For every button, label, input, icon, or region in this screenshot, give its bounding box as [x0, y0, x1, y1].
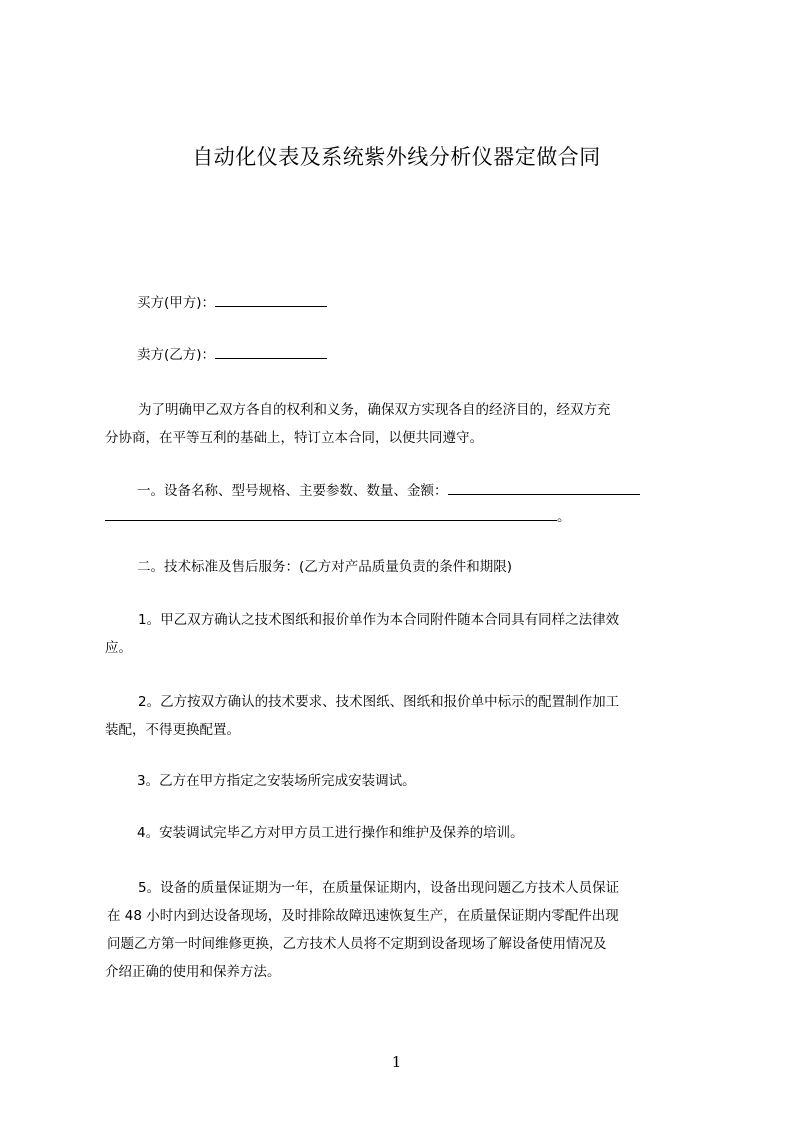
section1-line [137, 480, 640, 501]
page-number: 1 [391, 1053, 402, 1071]
section2-heading: 二。技术标准及售后服务：(乙方对产品质量负责的条件和期限) [137, 559, 513, 575]
item5-line-4: 介绍正确的使用和保养方法。 [105, 964, 281, 980]
item3-line: 3。乙方在甲方指定之安装场所完成安装调试。 [137, 773, 416, 789]
section1-line-2 [105, 506, 571, 527]
intro-line-2: 分协商，在平等互利的基础上，特订立本合同，以便共同遵守。 [105, 430, 483, 446]
buyer-label: 买方(甲方)： [137, 295, 216, 311]
item1-paragraph [105, 606, 709, 662]
item5-line-2: 在 48 小时内到达设备现场，及时排除故障迅速恢复生产，在质量保证期内零配件出现 [107, 908, 619, 924]
item4-line: 4。安装调试完毕乙方对甲方员工进行操作和维护及保养的培训。 [137, 825, 524, 841]
document-title: 自动化仪表及系统紫外线分析仪器定做合同 [192, 145, 601, 169]
section1-end: 。 [557, 509, 571, 525]
item1-line-2: 应。 [105, 640, 132, 656]
section1-blank-2 [105, 506, 557, 521]
seller-blank [215, 344, 327, 359]
buyer-line [137, 292, 327, 313]
item1-line-1: 1。甲乙双方确认之技术图纸和报价单作为本合同附件随本合同具有同样之法律效 [138, 612, 620, 628]
intro-line-1: 为了明确甲乙双方各自的权利和义务，确保双方实现各自的经济目的，经双方充 [138, 402, 611, 418]
section1-blank-1 [448, 480, 640, 495]
item2-paragraph [105, 688, 709, 744]
item2-line-2: 装配，不得更换配置。 [105, 722, 240, 738]
buyer-blank [215, 292, 327, 307]
seller-label: 卖方(乙方)： [137, 347, 216, 363]
seller-line [137, 344, 327, 365]
item5-line-3: 问题乙方第一时间维修更换，乙方技术人员将不定期到设备现场了解设备使用情况及 [107, 936, 607, 952]
intro-paragraph [105, 396, 709, 452]
section1-label: 一。设备名称、型号规格、主要参数、数量、金额： [137, 483, 448, 499]
item5-line-1: 5。设备的质量保证期为一年，在质量保证期内，设备出现问题乙方技术人员保证 [138, 880, 620, 896]
item2-line-1: 2。乙方按双方确认的技术要求、技术图纸、图纸和报价单中标示的配置制作加工 [138, 694, 620, 710]
item5-paragraph [105, 874, 709, 986]
